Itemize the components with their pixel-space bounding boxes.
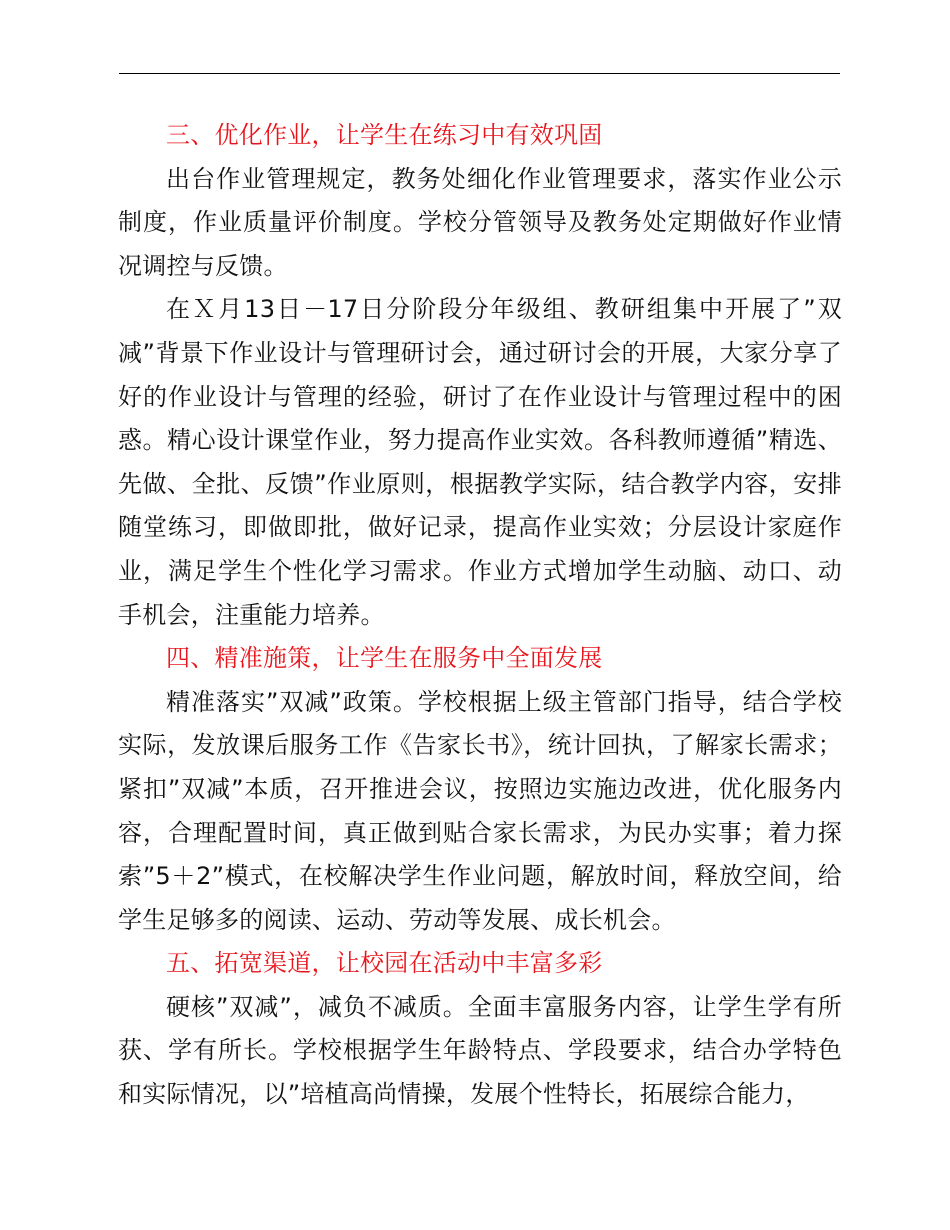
section-3-paragraph-1: 出台作业管理规定，教务处细化作业管理要求，落实作业公示制度，作业质量评价制度。学校分管领导及教务处定期做好作业情况调控与反馈。 [118, 164, 842, 280]
document-body [118, 114, 842, 1117]
section-5-paragraph-1: 硬核”双减”，减负不减质。全面丰富服务内容，让学生学有所获、学有所长。学校根据学生年龄特点、学段要求，结合办学特色和实际情况，以”培植高尚情操，发展个性特长，拓展综合能力， [118, 992, 842, 1109]
section-heading-4: 四、精准施策，让学生在服务中全面发展 [166, 644, 603, 673]
section-heading-3: 三、优化作业，让学生在练习中有效巩固 [166, 121, 603, 149]
section-3-paragraph-2: 在Ｘ月13日－17日分阶段分年级组、教研组集中开展了”双减”背景下作业设计与管理研讨会，通过研讨会的开展，大家分享了好的作业设计与管理的经验，研讨了在作业设计与管理过程中的困惑。精心设计课堂作业，努力提高作业实效。各科教师遵循”精选、先做、全批、反馈”作业原则，根据教学实际，结合教学内容，安排随堂练习，即做即批，做好记录，提高作业实效；分层设计家庭作业，满足学生个性化学习需求。作业方式增加学生动脑、动口、动手机会，注重能力培养。 [118, 295, 842, 629]
header-rule [119, 73, 840, 74]
section-4-paragraph-1: 精准落实”双减”政策。学校根据上级主管部门指导，结合学校实际，发放课后服务工作《告家长书》，统计回执，了解家长需求；紧扣”双减”本质，召开推进会议，按照边实施边改进，优化服务内容，合理配置时间，真正做到贴合家长需求，为民办实事；着力探索”5＋2”模式，在校解决学生作业问题，解放时间，释放空间，给学生足够多的阅读、运动、劳动等发展、成长机会。 [118, 687, 842, 934]
section-heading-5: 五、拓宽渠道，让校园在活动中丰富多彩 [166, 949, 603, 978]
